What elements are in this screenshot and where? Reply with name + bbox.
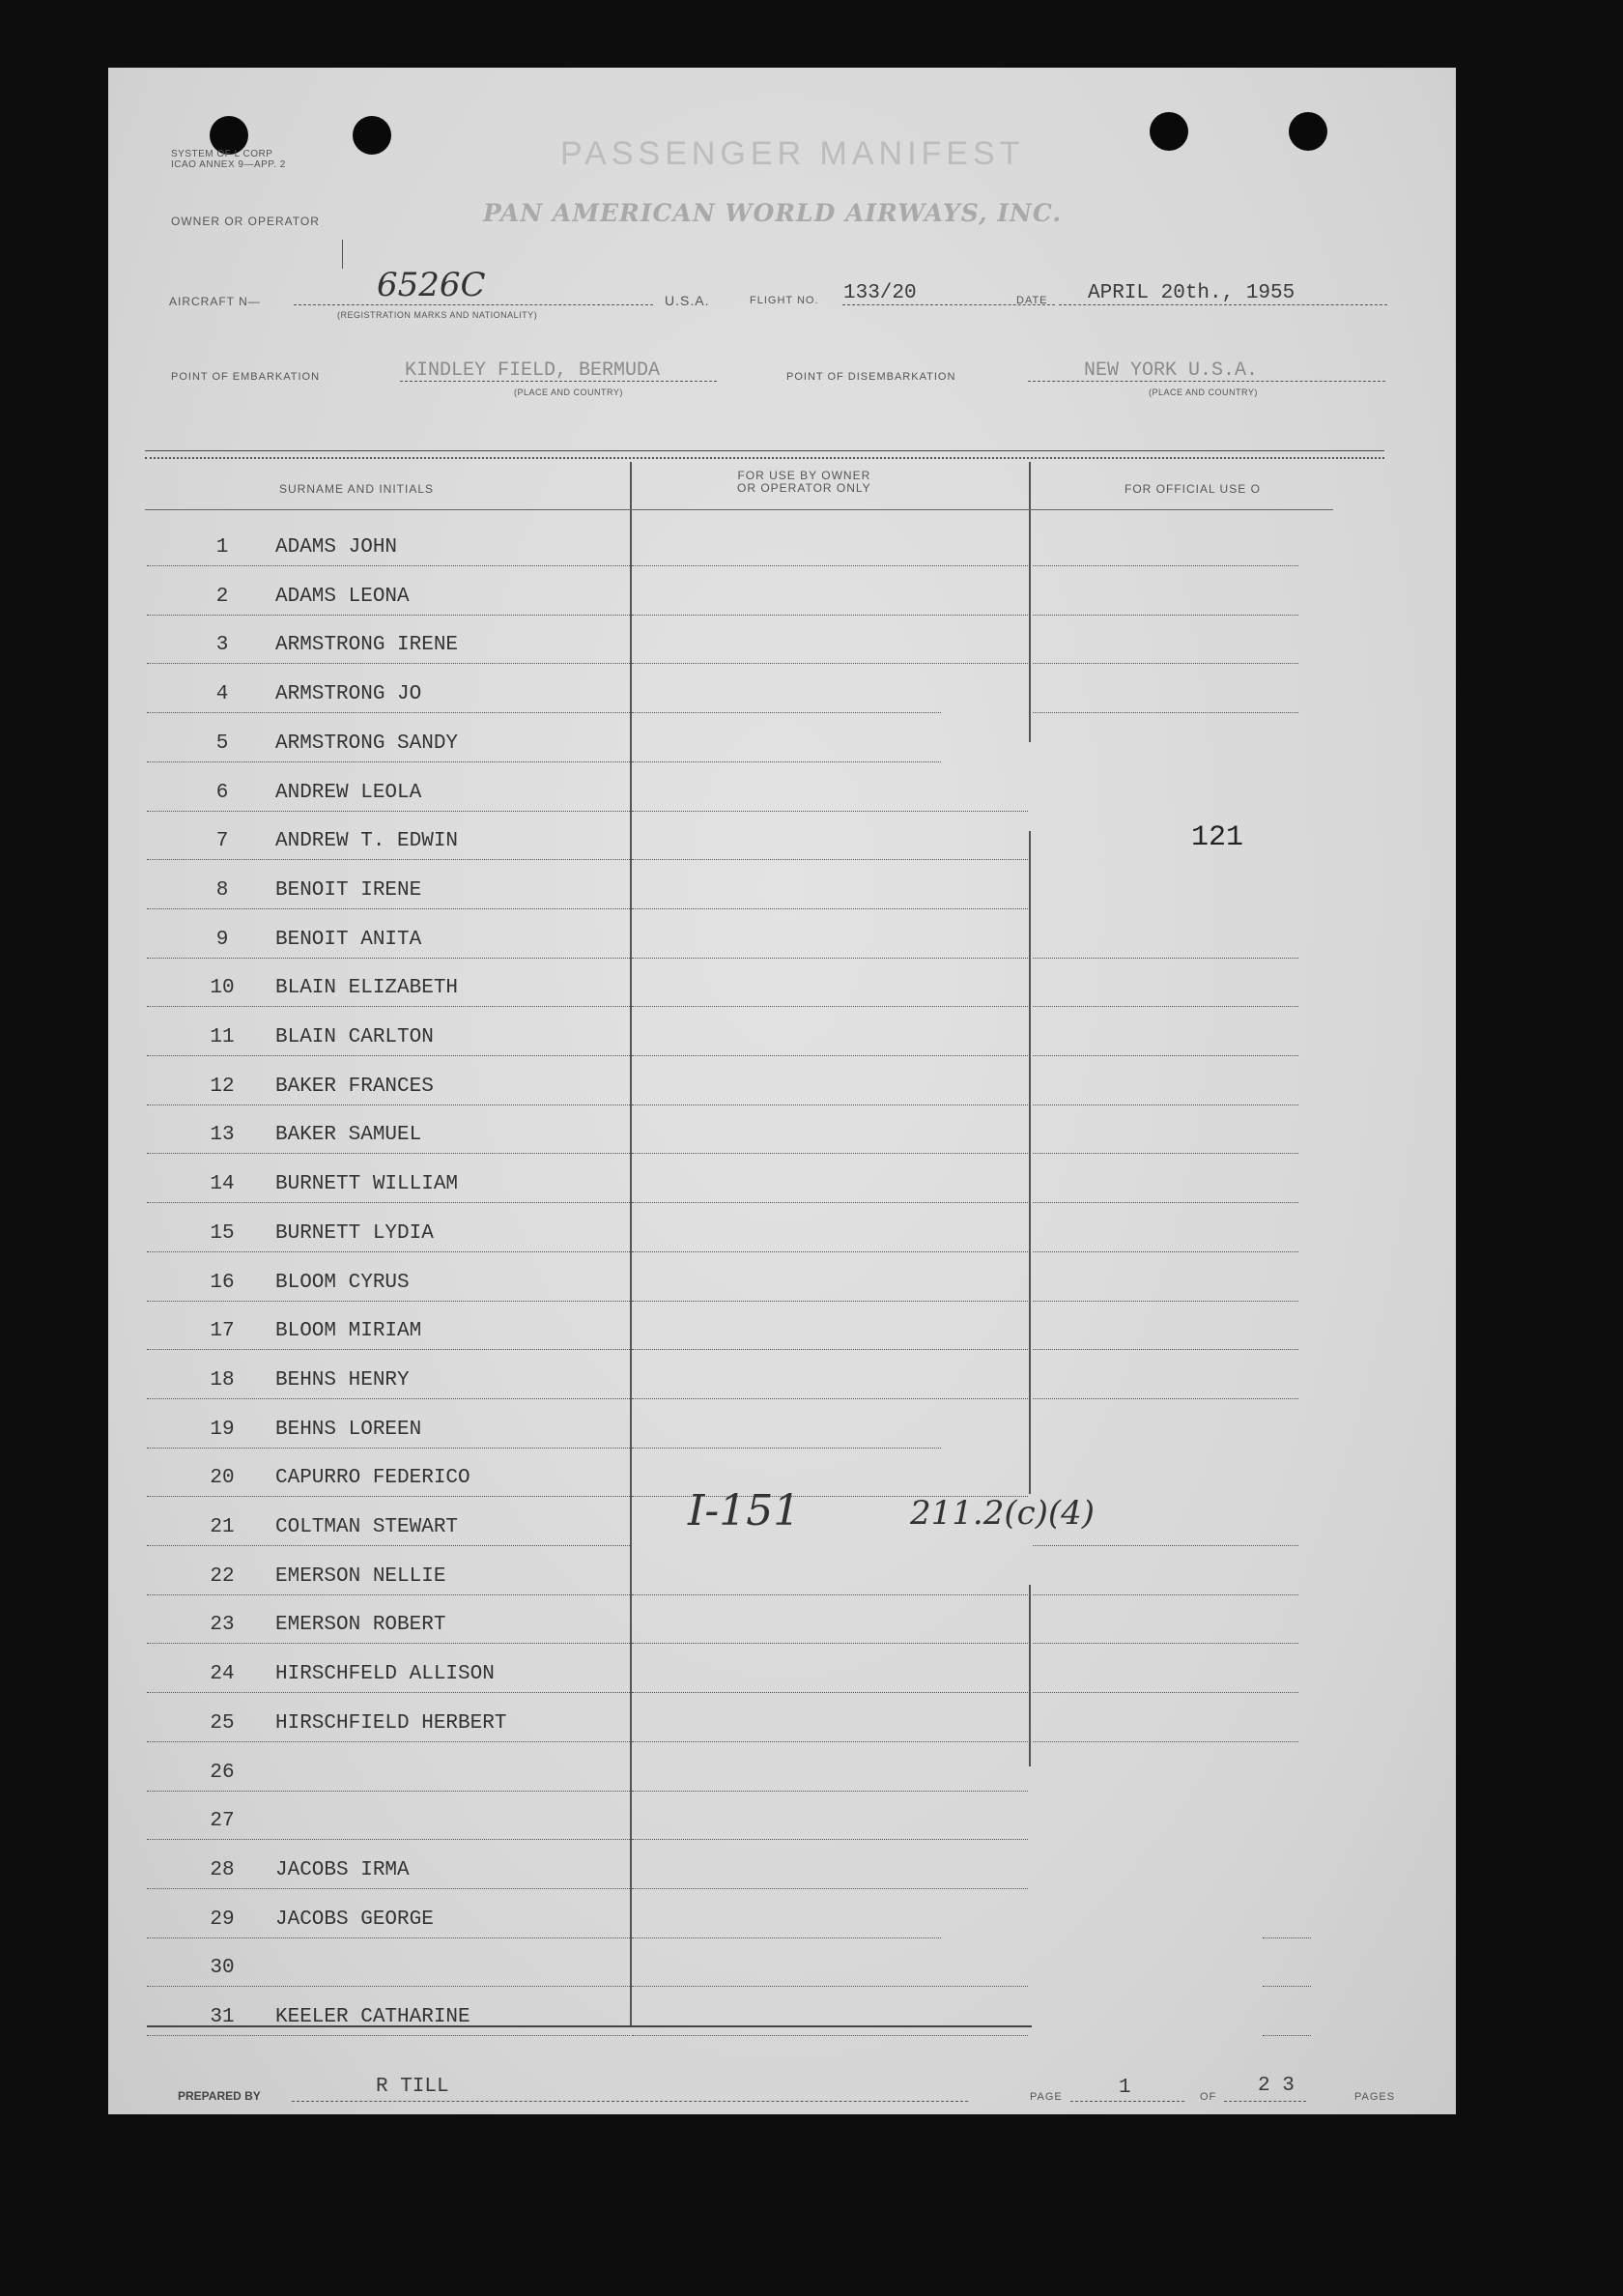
passenger-name: BENOIT ANITA — [275, 928, 422, 951]
row-number: 16 — [210, 1271, 235, 1294]
passenger-name: BLOOM CYRUS — [275, 1271, 410, 1294]
row-line — [147, 1398, 630, 1399]
row-line — [1033, 1741, 1298, 1742]
row-line — [632, 1398, 1028, 1399]
row-number: 14 — [210, 1173, 235, 1196]
passenger-name: ADAMS JOHN — [275, 536, 398, 559]
row-line — [632, 1251, 1028, 1252]
col-divider-1 — [630, 462, 632, 2027]
handwritten-note-right: 211.2(c)(4) — [910, 1494, 1096, 1533]
row-line — [632, 1839, 1028, 1840]
passenger-name: COLTMAN STEWART — [275, 1516, 459, 1538]
row-line — [1033, 1301, 1298, 1302]
row-line — [147, 1937, 630, 1938]
col-divider-2b — [1029, 831, 1031, 1494]
aircraft-underline — [294, 304, 653, 305]
passenger-name: CAPURRO FEDERICO — [275, 1467, 470, 1490]
row-line — [147, 958, 630, 959]
row-line — [147, 1888, 630, 1889]
row-number: 31 — [210, 2006, 235, 2028]
row-number: 10 — [210, 977, 235, 1000]
embark-sub: (PLACE AND COUNTRY) — [514, 387, 623, 397]
row-line — [1033, 1594, 1298, 1595]
row-line — [147, 1545, 630, 1546]
row-number: 20 — [210, 1467, 235, 1490]
disembark-value: NEW YORK U.S.A. — [1084, 359, 1259, 382]
flight-value: 133/20 — [843, 282, 917, 304]
row-line — [147, 565, 630, 566]
passenger-name: KEELER CATHARINE — [275, 2006, 470, 2028]
passenger-name: BAKER FRANCES — [275, 1075, 434, 1098]
manifest-sheet — [108, 68, 1456, 2114]
row-line — [147, 2035, 630, 2036]
pages-label: PAGES — [1354, 2091, 1396, 2103]
row-number: 25 — [210, 1711, 235, 1735]
passenger-name: BEHNS LOREEN — [275, 1418, 422, 1441]
disembark-sub: (PLACE AND COUNTRY) — [1149, 387, 1258, 397]
table-bottom-border — [147, 2025, 1032, 2027]
row-line — [147, 908, 630, 909]
row-line — [147, 1349, 630, 1350]
passenger-name: BLAIN ELIZABETH — [275, 977, 459, 1000]
row-line — [1033, 1153, 1298, 1154]
prepared-label: PREPARED BY — [178, 2089, 261, 2103]
row-line — [1263, 2035, 1311, 2036]
row-line — [632, 1153, 1028, 1154]
official-stamp: 121 — [1191, 821, 1244, 854]
row-line — [147, 1202, 630, 1203]
row-number: 15 — [210, 1221, 235, 1245]
row-line — [147, 1986, 630, 1987]
passenger-name: BURNETT LYDIA — [275, 1221, 434, 1245]
row-line — [632, 1006, 1028, 1007]
col-divider-2 — [1029, 462, 1031, 742]
row-line — [632, 1643, 1028, 1644]
row-line — [1033, 1251, 1298, 1252]
row-number: 27 — [210, 1810, 235, 1833]
table-top-border — [145, 450, 1384, 451]
row-line — [1033, 1692, 1298, 1693]
col-official-header: FOR OFFICIAL USE O — [1125, 482, 1261, 496]
row-line — [147, 615, 630, 616]
row-number: 12 — [210, 1075, 235, 1098]
disembark-underline — [1028, 381, 1385, 382]
passenger-name: ARMSTRONG IRENE — [275, 634, 459, 657]
row-line — [632, 1055, 1028, 1056]
row-line — [147, 1839, 630, 1840]
passenger-name: ANDREW T. EDWIN — [275, 830, 459, 853]
row-line — [147, 761, 630, 762]
row-line — [147, 859, 630, 860]
row-line — [632, 958, 1028, 959]
row-line — [632, 615, 1028, 616]
row-line — [147, 1448, 630, 1449]
embark-underline — [400, 381, 717, 382]
nationality: U.S.A. — [665, 293, 710, 308]
row-number: 22 — [210, 1564, 235, 1588]
row-line — [632, 908, 1028, 909]
cursor-mark — [342, 240, 343, 269]
row-line — [1033, 615, 1298, 616]
passenger-name: JACOBS GEORGE — [275, 1908, 434, 1931]
row-line — [632, 1986, 1028, 1987]
row-line — [147, 1006, 630, 1007]
aircraft-label: AIRCRAFT N— — [169, 295, 261, 308]
punch-hole — [1289, 112, 1327, 151]
row-line — [632, 1741, 1028, 1742]
aircraft-value: 6526C — [377, 266, 486, 304]
row-line — [632, 1448, 941, 1449]
row-line — [632, 2035, 1028, 2036]
row-line — [632, 761, 941, 762]
passenger-name: BENOIT IRENE — [275, 878, 422, 902]
row-line — [1033, 1545, 1298, 1546]
row-line — [147, 811, 630, 812]
passenger-name: JACOBS IRMA — [275, 1858, 410, 1881]
row-line — [1033, 1202, 1298, 1203]
row-line — [632, 1888, 1028, 1889]
manifest-title: PASSENGER MANIFEST — [560, 135, 1025, 172]
aircraft-sub: (REGISTRATION MARKS AND NATIONALITY) — [337, 310, 538, 320]
row-line — [632, 1594, 1028, 1595]
col-divider-2c — [1029, 1585, 1031, 1766]
prepared-value: R TILL — [376, 2076, 449, 2098]
row-line — [1033, 1398, 1298, 1399]
operator-label: OWNER OR OPERATOR — [171, 215, 320, 228]
form-code: SYSTEM OF L CORP ICAO ANNEX 9—APP. 2 — [171, 149, 286, 170]
row-line — [1033, 1055, 1298, 1056]
row-number: 29 — [210, 1908, 235, 1931]
row-number: 1 — [215, 536, 229, 559]
of-label: OF — [1200, 2091, 1217, 2103]
row-line — [632, 712, 941, 713]
row-line — [632, 1937, 941, 1938]
row-line — [147, 1791, 630, 1792]
punch-hole — [353, 116, 391, 155]
punch-hole — [1150, 112, 1188, 151]
row-number: 18 — [210, 1368, 235, 1392]
row-line — [1033, 958, 1298, 959]
row-line — [147, 1692, 630, 1693]
passenger-name: EMERSON ROBERT — [275, 1614, 446, 1637]
row-number: 28 — [210, 1858, 235, 1881]
page-underline — [1070, 2101, 1184, 2102]
row-line — [1263, 1986, 1311, 1987]
row-line — [147, 1643, 630, 1644]
row-number: 6 — [215, 781, 229, 804]
row-number: 24 — [210, 1663, 235, 1686]
row-number: 19 — [210, 1418, 235, 1441]
row-number: 9 — [215, 928, 229, 951]
row-line — [147, 663, 630, 664]
header-underline — [145, 509, 1333, 510]
row-number: 17 — [210, 1320, 235, 1343]
row-line — [1033, 1349, 1298, 1350]
handwritten-note-left: I-151 — [688, 1486, 801, 1535]
passenger-name: BLOOM MIRIAM — [275, 1320, 422, 1343]
row-line — [1033, 1643, 1298, 1644]
row-line — [632, 811, 1028, 812]
row-number: 4 — [215, 683, 229, 706]
row-number: 30 — [210, 1957, 235, 1980]
embark-label: POINT OF EMBARKATION — [171, 371, 321, 383]
row-number: 8 — [215, 878, 229, 902]
passenger-name: BEHNS HENRY — [275, 1368, 410, 1392]
row-line — [1263, 1937, 1311, 1938]
row-number: 13 — [210, 1124, 235, 1147]
operator-name: PAN AMERICAN WORLD AIRWAYS, INC. — [483, 199, 1063, 227]
row-line — [147, 1496, 630, 1497]
col-surname-header: SURNAME AND INITIALS — [279, 482, 435, 496]
row-line — [632, 1301, 1028, 1302]
disembark-label: POINT OF DISEMBARKATION — [786, 371, 956, 383]
flight-label: FLIGHT NO. — [750, 295, 819, 306]
row-line — [147, 1741, 630, 1742]
row-line — [147, 712, 630, 713]
row-number: 7 — [215, 830, 229, 853]
row-line — [1033, 712, 1298, 713]
row-line — [632, 565, 1028, 566]
row-number: 21 — [210, 1516, 235, 1538]
passenger-name: ANDREW LEOLA — [275, 781, 422, 804]
passenger-name: ADAMS LEONA — [275, 585, 410, 608]
row-number: 26 — [210, 1761, 235, 1784]
row-number: 2 — [215, 585, 229, 608]
of-value: 2 3 — [1258, 2075, 1295, 2097]
passenger-name: BAKER SAMUEL — [275, 1124, 422, 1147]
col-owner-header: FOR USE BY OWNER OR OPERATOR ONLY — [737, 469, 871, 495]
row-number: 3 — [215, 634, 229, 657]
row-number: 11 — [210, 1026, 235, 1048]
row-line — [632, 1349, 1028, 1350]
date-value: APRIL 20th., 1955 — [1088, 282, 1296, 304]
passenger-name: BLAIN CARLTON — [275, 1026, 434, 1048]
row-line — [632, 1202, 1028, 1203]
page-label: PAGE — [1030, 2091, 1063, 2103]
prepared-underline — [292, 2101, 968, 2102]
table-top-border-dotted — [145, 457, 1384, 459]
passenger-name: HIRSCHFELD ALLISON — [275, 1663, 495, 1686]
row-line — [1033, 663, 1298, 664]
row-line — [147, 1055, 630, 1056]
row-line — [147, 1251, 630, 1252]
row-line — [147, 1594, 630, 1595]
row-line — [147, 1153, 630, 1154]
passenger-name: HIRSCHFIELD HERBERT — [275, 1711, 507, 1735]
row-line — [1033, 565, 1298, 566]
row-line — [632, 859, 1028, 860]
of-underline — [1224, 2101, 1306, 2102]
row-number: 5 — [215, 732, 229, 755]
row-line — [632, 1692, 1028, 1693]
row-number: 23 — [210, 1614, 235, 1637]
row-line — [632, 663, 1028, 664]
date-underline — [1059, 304, 1387, 305]
passenger-name: BURNETT WILLIAM — [275, 1173, 459, 1196]
passenger-name: ARMSTRONG SANDY — [275, 732, 459, 755]
row-line — [632, 1791, 1028, 1792]
passenger-name: ARMSTRONG JO — [275, 683, 422, 706]
page-value: 1 — [1119, 2077, 1131, 2099]
embark-value: KINDLEY FIELD, BERMUDA — [405, 359, 661, 382]
row-line — [147, 1301, 630, 1302]
passenger-name: EMERSON NELLIE — [275, 1564, 446, 1588]
date-label: DATE — [1016, 295, 1048, 306]
row-line — [1033, 1006, 1298, 1007]
